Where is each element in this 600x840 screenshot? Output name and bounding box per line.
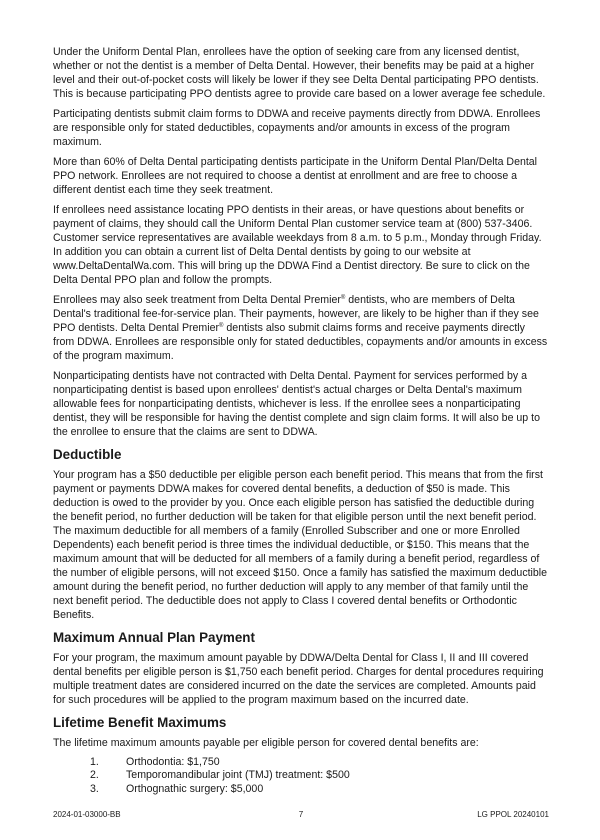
registered-mark: ® bbox=[219, 323, 224, 329]
page-number: 7 bbox=[298, 810, 304, 820]
list-item bbox=[53, 756, 549, 769]
premier-text-3: dentists also submit claims forms and receive payments directly from DDWA. Enrollees are responsible only for stated deductibles, copayments and/or amounts in excess of the program maximum. bbox=[53, 322, 548, 362]
max-annual-heading: Maximum Annual Plan Payment bbox=[53, 630, 255, 645]
max-annual-body: For your program, the maximum amount payable by DDWA/Delta Dental for Class I, II and III covered dental benefits per eligible person is $1,750 each benefit period. Charges for dental procedures requiring multiple treatment dates are considered incurred on the date the services are completed. Amounts paid for such procedures will be applied to the program maximum based on the incurred date. bbox=[53, 652, 544, 706]
list-item bbox=[53, 769, 549, 782]
network-paragraph: More than 60% of Delta Dental participating dentists participate in the Uniform Dental Plan/Delta Dental PPO network. Enrollees are not required to choose a dentist at enrollment and are free to choose a different dentist each time they seek treatment. bbox=[53, 156, 538, 196]
nonparticipating-paragraph: Nonparticipating dentists have not contracted with Delta Dental. Payment for services performed by a nonparticipating dentist is based upon enrollees' dentist's actual charges or Delta Dental's maximum allowable fees for nonparticipating dentists, whichever is less. If the enrollee sees a nonparticipating dentist, they will be responsible for having the dentist complete and sign claim forms. It will also be up to the enrollee to ensure that the claims are sent to DDWA. bbox=[53, 370, 540, 438]
assistance-paragraph: If enrollees need assistance locating PPO dentists in their areas, or have questions about benefits or payment of claims, they should call the Uniform Dental Plan customer service team at (800) 537-3406. Customer service representatives are available weekdays from 8 a.m. to 5 p.m., Monday through Friday. In addition you can obtain a current list of Delta Dental dentists by going to our website at www.DeltaDentalWa.com. This will bring up the DDWA Find a Dentist directory. Be sure to click on the Delta Dental PPO plan and follow the prompts. bbox=[53, 204, 542, 286]
footer-form-code: LG PPOL 20240101 bbox=[477, 810, 549, 820]
list-number: 3. bbox=[90, 782, 99, 795]
lifetime-heading: Lifetime Benefit Maximums bbox=[53, 715, 227, 730]
list-text: Temporomandibular joint (TMJ) treatment: $500 bbox=[126, 769, 350, 782]
deductible-heading: Deductible bbox=[53, 447, 122, 462]
participating-paragraph: Participating dentists submit claim forms to DDWA and receive payments directly from DDWA. Enrollees are responsible only for stated deductibles, copayments and/or amounts in excess of the program maximum. bbox=[53, 108, 541, 148]
premier-text-2: dentists, who are members of Delta Dental's traditional fee-for-service plan. Their payments, however, are likely to be higher than if they see PPO dentists. Delta Dental Premier bbox=[53, 294, 539, 334]
premier-paragraph bbox=[53, 293, 549, 363]
document-page bbox=[53, 45, 549, 796]
registered-mark: ® bbox=[340, 295, 346, 301]
list-text: Orthognathic surgery: $5,000 bbox=[126, 782, 264, 795]
list-item bbox=[53, 783, 549, 796]
list-number: 2. bbox=[90, 769, 99, 782]
lifetime-intro: The lifetime maximum amounts payable per eligible person for covered dental benefits are: bbox=[53, 737, 479, 749]
intro-paragraph: Under the Uniform Dental Plan, enrollees have the option of seeking care from any licensed dentist, whether or not the dentist is a member of Delta Dental. However, their benefits may be paid at a higher level and their out-of-pocket costs will likely be lower if they see Delta Dental participating PPO dentists. This is because participating PPO dentists agree to provide care based on a lower average fee schedule. bbox=[53, 46, 546, 100]
list-text: Orthodontia: $1,750 bbox=[126, 756, 220, 768]
premier-text-1: Enrollees may also seek treatment from Delta Dental Premier bbox=[53, 294, 341, 306]
page-footer bbox=[53, 810, 549, 820]
list-number: 1. bbox=[90, 756, 99, 768]
footer-doc-id: 2024-01-03000-BB bbox=[53, 810, 121, 820]
deductible-body: Your program has a $50 deductible per eligible person each benefit period. This means that from the first payment or payments DDWA makes for covered dental benefits, a deduction of $50 is made. This deduction is owed to the provider by you. Once each eligible person has satisfied the deductible during the benefit period, no further deduction will be taken for that eligible person until the next benefit period. The maximum deductible for all members of a family (Enrolled Subscriber and one or more Enrolled Dependents) each benefit period is three times the individual deductible, or $150. This means that the maximum amount that will be deducted for all members of a family during a benefit period, regardless of the number of eligible persons, will not exceed $150. Once a family has satisfied the maximum deductible amount during the benefit period, no further deduction will apply to any member of that family until the next benefit period. The deductible does not apply to Class I covered dental benefits or Orthodontic Benefits. bbox=[53, 469, 548, 621]
lifetime-list bbox=[53, 756, 549, 796]
